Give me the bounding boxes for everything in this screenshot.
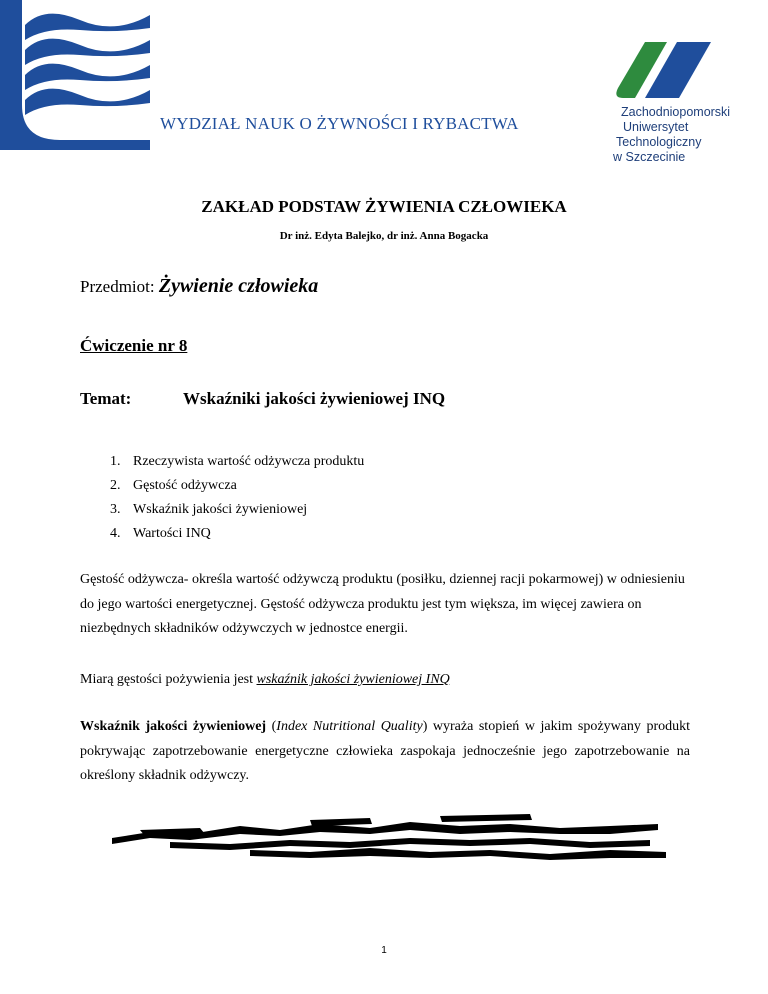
university-name <box>613 105 730 165</box>
topic-label: Temat: <box>80 389 132 408</box>
paragraph-inq-measure <box>80 668 690 693</box>
university-line: Zachodniopomorski <box>621 105 731 119</box>
list-text: Gęstość odżywcza <box>133 478 237 493</box>
list-number: 3. <box>110 502 121 517</box>
list-text: Wskaźnik jakości żywieniowej <box>133 502 308 517</box>
subject-value: Żywienie człowieka <box>158 275 319 297</box>
list-number: 2. <box>110 478 121 493</box>
list-item <box>110 450 364 474</box>
english-term: Index Nutritional Quality <box>276 719 423 734</box>
topic-list <box>110 450 364 546</box>
paragraph-text: ( <box>266 719 277 734</box>
faculty-title: WYDZIAŁ NAUK O ŻYWNOŚCI I RYBACTWA <box>160 114 519 133</box>
list-number: 4. <box>110 526 121 541</box>
definition-term: Wskaźnik jakości żywieniowej <box>80 719 267 734</box>
list-number: 1. <box>110 454 121 469</box>
exercise-title: Ćwiczenie nr 8 <box>80 336 188 355</box>
list-text: Wartości INQ <box>133 526 211 541</box>
list-item <box>110 498 364 522</box>
faculty-logo <box>0 0 155 150</box>
topic-value: Wskaźniki jakości żywieniowej INQ <box>183 389 446 408</box>
university-logo <box>615 40 715 100</box>
paragraph-text: Miarą gęstości pożywienia jest <box>80 672 257 687</box>
subject <box>80 275 318 298</box>
page-number: 1 <box>381 945 387 956</box>
university-line: w Szczecinie <box>613 150 686 164</box>
formula-image <box>110 812 670 860</box>
list-item <box>110 522 364 546</box>
department-title: ZAKŁAD PODSTAW ŻYWIENIA CZŁOWIEKA <box>201 197 567 216</box>
inq-link[interactable]: wskaźnik jakości żywieniowej INQ <box>256 672 450 687</box>
paragraph-nutrient-density: Gęstość odżywcza- określa wartość odżywczą produktu (posiłku, dziennej racji pokarmowej) w odniesieniu do jego wartości energetycznej. Gęstość odżywcza produktu jest tym większa, im więcej zawiera on niezbędnych składników odżywczych w jednostce energii. <box>80 572 685 636</box>
authors: Dr inż. Edyta Balejko, dr inż. Anna Bogacka <box>279 230 489 242</box>
paragraph-inq-definition <box>80 715 690 789</box>
list-text: Rzeczywista wartość odżywcza produktu <box>133 454 365 469</box>
paragraph-text: ) wyraża stopień w jakim spożywany produkt pokrywając zapotrzebowanie energetyczne człowieka zaspokaja jednocześnie jego zapotrzebowanie na określony składnik odżywczy. <box>80 719 690 783</box>
list-item <box>110 474 364 498</box>
university-line: Technologiczny <box>616 135 702 149</box>
subject-label: Przedmiot: <box>80 277 155 296</box>
university-line: Uniwersytet <box>623 120 689 134</box>
